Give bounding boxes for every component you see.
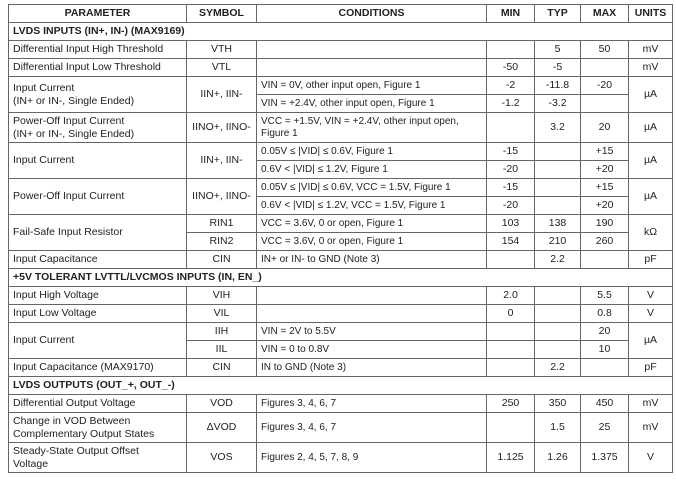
header-conditions: CONDITIONS: [257, 5, 487, 23]
conditions-cell: [257, 41, 487, 59]
param-cell: Input Current: [9, 143, 187, 179]
param-cell: Input Capacitance: [9, 251, 187, 269]
conditions-cell: VIN = 0 to 0.8V: [257, 341, 487, 359]
param-cell: Input Low Voltage: [9, 305, 187, 323]
param-line-2: Complementary Output States: [13, 427, 155, 440]
section-row: [9, 23, 673, 41]
symbol-cell: ΔVOD: [187, 413, 257, 443]
units-cell: µA: [629, 77, 673, 113]
section-lvttl-inputs: +5V TOLERANT LVTTL/LVCMOS INPUTS (IN, EN_): [9, 269, 673, 287]
max-cell: 450: [581, 395, 629, 413]
max-cell: -20: [581, 77, 629, 95]
max-cell: +15: [581, 179, 629, 197]
symbol-cell: IINO+, IINO-: [187, 113, 257, 143]
units-cell: mV: [629, 41, 673, 59]
units-cell: mV: [629, 413, 673, 443]
conditions-cell: IN to GND (Note 3): [257, 359, 487, 377]
min-cell: -15: [487, 143, 535, 161]
conditions-cell: 0.6V < |VID| ≤ 1.2V, VCC = 1.5V, Figure 1: [257, 197, 487, 215]
param-cell: Power-Off Input Current: [9, 179, 187, 215]
typ-cell: -11.8: [535, 77, 581, 95]
spec-table: [8, 4, 673, 473]
table-row: [9, 251, 673, 269]
param-cell: Input High Voltage: [9, 287, 187, 305]
param-cell: Differential Output Voltage: [9, 395, 187, 413]
table-row: [9, 305, 673, 323]
conditions-line-2: Figure 1: [261, 127, 298, 139]
min-cell: [487, 359, 535, 377]
min-cell: [487, 251, 535, 269]
symbol-cell: IIH: [187, 323, 257, 341]
min-cell: [487, 341, 535, 359]
max-cell: 190: [581, 215, 629, 233]
param-cell: Input Current: [9, 323, 187, 359]
min-cell: -1.2: [487, 95, 535, 113]
symbol-cell: CIN: [187, 251, 257, 269]
max-cell: [581, 359, 629, 377]
units-cell: V: [629, 305, 673, 323]
max-cell: 50: [581, 41, 629, 59]
min-cell: 250: [487, 395, 535, 413]
units-cell: pF: [629, 251, 673, 269]
typ-cell: [535, 323, 581, 341]
units-cell: µA: [629, 113, 673, 143]
typ-cell: 210: [535, 233, 581, 251]
max-cell: 1.375: [581, 443, 629, 473]
units-cell: µA: [629, 143, 673, 179]
conditions-cell: [257, 305, 487, 323]
param-cell: [9, 77, 187, 113]
typ-cell: -3.2: [535, 95, 581, 113]
conditions-cell: VIN = +2.4V, other input open, Figure 1: [257, 95, 487, 113]
header-min: MIN: [487, 5, 535, 23]
symbol-cell: VTL: [187, 59, 257, 77]
typ-cell: -5: [535, 59, 581, 77]
units-cell: pF: [629, 359, 673, 377]
max-cell: 10: [581, 341, 629, 359]
symbol-cell: VOD: [187, 395, 257, 413]
conditions-cell: IN+ or IN- to GND (Note 3): [257, 251, 487, 269]
units-cell: V: [629, 443, 673, 473]
conditions-cell: [257, 59, 487, 77]
min-cell: -15: [487, 179, 535, 197]
conditions-line-1: VCC = +1.5V, VIN = +2.4V, other input open,: [261, 115, 459, 127]
typ-cell: [535, 305, 581, 323]
max-cell: 0.8: [581, 305, 629, 323]
table-row: [9, 395, 673, 413]
table-row: [9, 41, 673, 59]
symbol-cell: IIN+, IIN-: [187, 77, 257, 113]
min-cell: -20: [487, 197, 535, 215]
max-cell: 20: [581, 113, 629, 143]
table-row: [9, 287, 673, 305]
min-cell: 1.125: [487, 443, 535, 473]
max-cell: +15: [581, 143, 629, 161]
min-cell: 154: [487, 233, 535, 251]
typ-cell: 3.2: [535, 113, 581, 143]
table-row: [9, 59, 673, 77]
conditions-cell: 0.05V ≤ |VID| ≤ 0.6V, Figure 1: [257, 143, 487, 161]
table-row: [9, 77, 673, 95]
min-cell: 2.0: [487, 287, 535, 305]
min-cell: 103: [487, 215, 535, 233]
units-cell: V: [629, 287, 673, 305]
typ-cell: 1.26: [535, 443, 581, 473]
typ-cell: 2.2: [535, 251, 581, 269]
table-row: [9, 143, 673, 161]
header-units: UNITS: [629, 5, 673, 23]
param-cell: [9, 413, 187, 443]
param-line-1: Change in VOD Between: [13, 414, 131, 427]
param-cell: Fail-Safe Input Resistor: [9, 215, 187, 251]
conditions-cell: Figures 3, 4, 6, 7: [257, 413, 487, 443]
table-row: [9, 323, 673, 341]
symbol-cell: VTH: [187, 41, 257, 59]
typ-cell: 350: [535, 395, 581, 413]
max-cell: [581, 251, 629, 269]
symbol-cell: CIN: [187, 359, 257, 377]
typ-cell: [535, 161, 581, 179]
typ-cell: 2.2: [535, 359, 581, 377]
conditions-cell: 0.05V ≤ |VID| ≤ 0.6V, VCC = 1.5V, Figure 1: [257, 179, 487, 197]
symbol-cell: IIL: [187, 341, 257, 359]
header-parameter: PARAMETER: [9, 5, 187, 23]
conditions-cell: 0.6V < |VID| ≤ 1.2V, Figure 1: [257, 161, 487, 179]
min-cell: -2: [487, 77, 535, 95]
table-row: [9, 113, 673, 143]
table-row: [9, 215, 673, 233]
max-cell: [581, 95, 629, 113]
max-cell: 260: [581, 233, 629, 251]
param-cell: [9, 443, 187, 473]
section-lvds-inputs: LVDS INPUTS (IN+, IN-) (MAX9169): [9, 23, 673, 41]
header-symbol: SYMBOL: [187, 5, 257, 23]
max-cell: +20: [581, 161, 629, 179]
min-cell: [487, 113, 535, 143]
symbol-cell: RIN2: [187, 233, 257, 251]
header-typ: TYP: [535, 5, 581, 23]
typ-cell: [535, 179, 581, 197]
table-row: [9, 413, 673, 443]
conditions-cell: VCC = 3.6V, 0 or open, Figure 1: [257, 215, 487, 233]
symbol-cell: RIN1: [187, 215, 257, 233]
conditions-cell: Figures 3, 4, 6, 7: [257, 395, 487, 413]
units-cell: µA: [629, 323, 673, 359]
max-cell: 25: [581, 413, 629, 443]
section-row: [9, 377, 673, 395]
typ-cell: [535, 197, 581, 215]
symbol-cell: VIL: [187, 305, 257, 323]
conditions-cell: Figures 2, 4, 5, 7, 8, 9: [257, 443, 487, 473]
typ-cell: 138: [535, 215, 581, 233]
header-max: MAX: [581, 5, 629, 23]
typ-cell: 5: [535, 41, 581, 59]
min-cell: [487, 323, 535, 341]
param-line-1: Steady-State Output Offset: [13, 444, 139, 457]
min-cell: -50: [487, 59, 535, 77]
typ-cell: 1.5: [535, 413, 581, 443]
max-cell: +20: [581, 197, 629, 215]
units-cell: µA: [629, 179, 673, 215]
symbol-cell: VOS: [187, 443, 257, 473]
min-cell: [487, 413, 535, 443]
param-line-2: (IN+ or IN-, Single Ended): [13, 94, 135, 107]
typ-cell: [535, 287, 581, 305]
max-cell: 20: [581, 323, 629, 341]
max-cell: 5.5: [581, 287, 629, 305]
section-row: [9, 269, 673, 287]
section-lvds-outputs: LVDS OUTPUTS (OUT_+, OUT_-): [9, 377, 673, 395]
units-cell: mV: [629, 59, 673, 77]
header-row: [9, 5, 673, 23]
param-line-1: Input Current: [13, 81, 75, 94]
min-cell: 0: [487, 305, 535, 323]
min-cell: -20: [487, 161, 535, 179]
param-line-2: (IN+ or IN-, Single Ended): [13, 127, 135, 140]
param-cell: Differential Input Low Threshold: [9, 59, 187, 77]
param-line-1: Power-Off Input Current: [13, 114, 125, 127]
max-cell: [581, 59, 629, 77]
units-cell: kΩ: [629, 215, 673, 251]
min-cell: [487, 41, 535, 59]
symbol-cell: IIN+, IIN-: [187, 143, 257, 179]
table-row: [9, 179, 673, 197]
conditions-cell: VIN = 0V, other input open, Figure 1: [257, 77, 487, 95]
symbol-cell: IINO+, IINO-: [187, 179, 257, 215]
conditions-cell: VIN = 2V to 5.5V: [257, 323, 487, 341]
param-line-2: Voltage: [13, 457, 49, 470]
param-cell: Input Capacitance (MAX9170): [9, 359, 187, 377]
typ-cell: [535, 341, 581, 359]
table-row: [9, 443, 673, 473]
param-cell: [9, 113, 187, 143]
typ-cell: [535, 143, 581, 161]
conditions-cell: VCC = 3.6V, 0 or open, Figure 1: [257, 233, 487, 251]
units-cell: mV: [629, 395, 673, 413]
param-cell: Differential Input High Threshold: [9, 41, 187, 59]
table-row: [9, 359, 673, 377]
conditions-cell: [257, 113, 487, 143]
symbol-cell: VIH: [187, 287, 257, 305]
conditions-cell: [257, 287, 487, 305]
